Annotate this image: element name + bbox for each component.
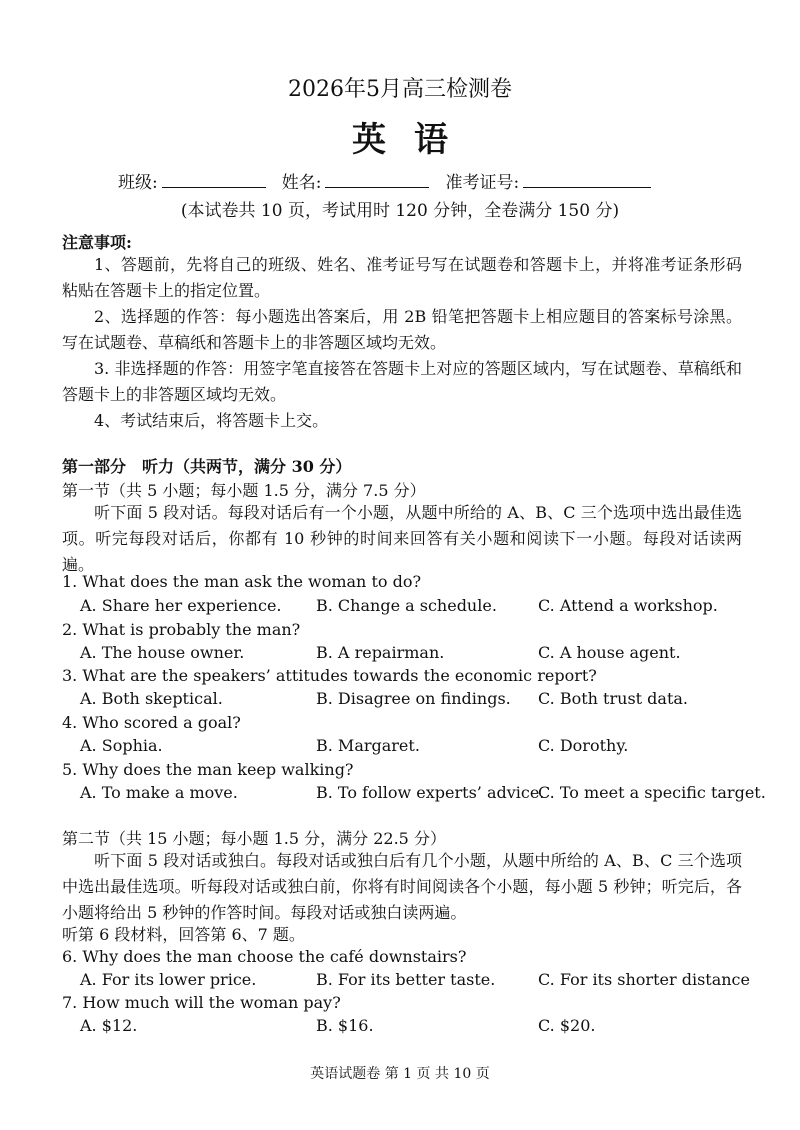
option-c: C. Dorothy. bbox=[538, 736, 629, 755]
question-stem: 4. Who scored a goal? bbox=[62, 713, 241, 732]
option-c: C. Attend a workshop. bbox=[538, 596, 718, 615]
part1-heading: 第一部分 听力（共两节，满分 30 分） bbox=[62, 457, 352, 476]
option-b: B. Margaret. bbox=[316, 736, 420, 755]
option-a: A. Sophia. bbox=[80, 736, 163, 755]
material-instruction: 听第 6 段材料，回答第 6、7 题。 bbox=[62, 925, 305, 944]
question-stem: 6. Why does the man choose the café downstairs? bbox=[62, 947, 467, 966]
option-a: A. Share her experience. bbox=[80, 596, 282, 615]
option-b: B. For its better taste. bbox=[316, 970, 496, 989]
option-b: B. A repairman. bbox=[316, 643, 445, 662]
question-stem: 5. Why does the man keep walking? bbox=[62, 760, 354, 779]
note-item: 2、选择题的作答：每小题选出答案后，用 2B 铅笔把答题卡上相应题目的答案标号涂黑。写在试题卷、草稿纸和答题卡上的非答题区域均无效。 bbox=[62, 307, 742, 352]
note-item: 4、考试结束后，将答题卡上交。 bbox=[94, 411, 329, 430]
subject-title: 英语 bbox=[352, 120, 476, 160]
page-footer: 英语试题卷 第 1 页 共 10 页 bbox=[310, 1066, 490, 1082]
exam-time-note: (本试卷共 10 页，考试用时 120 分钟，全卷满分 150 分) bbox=[180, 201, 620, 221]
option-c: C. To meet a specific target. bbox=[538, 783, 766, 802]
option-c: C. For its shorter distance bbox=[538, 970, 750, 989]
notes-heading: 注意事项: bbox=[62, 233, 132, 252]
option-b: B. $16. bbox=[316, 1016, 374, 1035]
name-blank bbox=[325, 173, 429, 188]
option-a: A. For its lower price. bbox=[80, 970, 257, 989]
id-blank bbox=[523, 173, 651, 188]
name-label: 姓名: bbox=[281, 173, 322, 193]
student-info-row bbox=[118, 168, 667, 193]
question-stem: 3. What are the speakers’ attitudes towards the economic report? bbox=[62, 666, 597, 685]
section2-instructions: 听下面 5 段对话或独白。每段对话或独白后有几个小题，从题中所给的 A、B、C 三个选项中选出最佳选项。听每段对话或独白前，你将有时间阅读各个小题，每小题 5 秒钟；听完后，各小题将给出 5 秒钟的作答时间。每段对话或独白读两遍。 bbox=[62, 851, 742, 922]
option-a: A. To make a move. bbox=[80, 783, 238, 802]
option-a: A. The house owner. bbox=[80, 643, 245, 662]
question-stem: 1. What does the man ask the woman to do? bbox=[62, 572, 422, 591]
option-c: C. A house agent. bbox=[538, 643, 681, 662]
note-item: 1、答题前，先将自己的班级、姓名、准考证号写在试题卷和答题卡上，并将准考证条形码粘贴在答题卡上的指定位置。 bbox=[62, 255, 742, 300]
exam-title: 2026年5月高三检测卷 bbox=[288, 77, 512, 102]
option-a: A. Both skeptical. bbox=[80, 689, 223, 708]
class-blank bbox=[162, 173, 266, 188]
option-b: B. To follow experts’ advice. bbox=[316, 783, 545, 802]
section1-instructions: 听下面 5 段对话。每段对话后有一个小题，从题中所给的 A、B、C 三个选项中选出最佳选项。听完每段对话后，你都有 10 秒钟的时间来回答有关小题和阅读下一小题。每段对话读两遍。 bbox=[62, 503, 742, 574]
note-item: 3. 非选择题的作答：用签字笔直接答在答题卡上对应的答题区域内，写在试题卷、草稿纸和答题卡上的非答题区域均无效。 bbox=[62, 359, 742, 404]
question-stem: 7. How much will the woman pay? bbox=[62, 993, 341, 1012]
option-b: B. Change a schedule. bbox=[316, 596, 497, 615]
option-b: B. Disagree on findings. bbox=[316, 689, 511, 708]
question-stem: 2. What is probably the man? bbox=[62, 620, 301, 639]
section2-heading: 第二节（共 15 小题；每小题 1.5 分，满分 22.5 分） bbox=[62, 829, 446, 848]
option-c: C. Both trust data. bbox=[538, 689, 688, 708]
section1-heading: 第一节（共 5 小题；每小题 1.5 分，满分 7.5 分） bbox=[62, 481, 426, 500]
option-a: A. $12. bbox=[80, 1016, 138, 1035]
id-label: 准考证号: bbox=[445, 173, 520, 193]
option-c: C. $20. bbox=[538, 1016, 596, 1035]
class-label: 班级: bbox=[118, 173, 158, 193]
